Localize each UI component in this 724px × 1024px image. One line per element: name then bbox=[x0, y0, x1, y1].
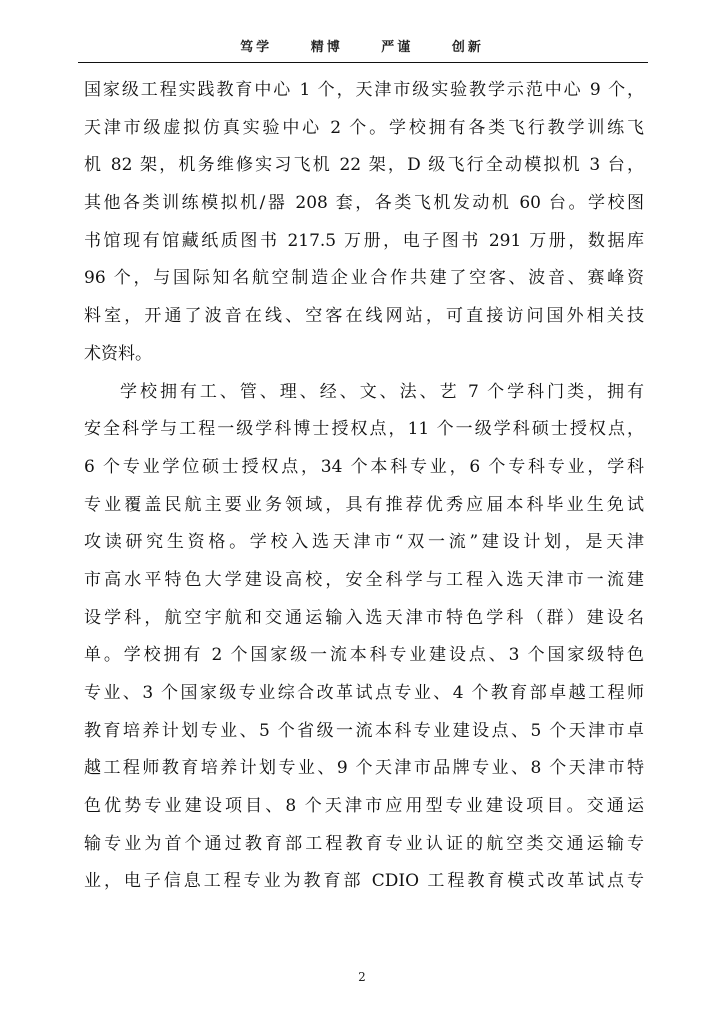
paragraph-line: 96 个，与国际知名航空制造企业合作共建了空客、波音、赛峰资 bbox=[84, 268, 644, 289]
paragraph-line: 攻读研究生资格。学校入选天津市“双一流”建设计划，是天津 bbox=[84, 532, 644, 553]
paragraph-line: 其他各类训练模拟机/器 208 套，各类飞机发动机 60 台。学校图 bbox=[84, 193, 644, 214]
paragraph-line: 天津市级虚拟仿真实验中心 2 个。学校拥有各类飞行教学训练飞 bbox=[84, 117, 644, 138]
paragraph-line: 专业、3 个国家级专业综合改革试点专业、4 个教育部卓越工程师 bbox=[84, 683, 644, 703]
page-number: 2 bbox=[358, 970, 366, 984]
paragraph-line: 安全科学与工程一级学科博士授权点，11 个一级学科硕士授权点， bbox=[84, 419, 644, 440]
paragraph-line: 专业覆盖民航主要业务领域，具有推荐优秀应届本科毕业生免试 bbox=[84, 494, 644, 515]
paragraph-line: 6 个专业学位硕士授权点，34 个本科专业，6 个专科专业，学科 bbox=[84, 456, 644, 477]
paragraph-line: 术资料。 bbox=[84, 343, 152, 364]
header-motto-4: 创新 bbox=[451, 40, 484, 55]
paragraph-line: 书馆现有馆藏纸质图书 217.5 万册，电子图书 291 万册，数据库 bbox=[84, 230, 644, 251]
paragraph-line: 输专业为首个通过教育部工程教育专业认证的航空类交通运输专 bbox=[84, 833, 644, 854]
paragraph-line: 市高水平特色大学建设高校，安全科学与工程入选天津市一流建 bbox=[84, 569, 644, 590]
paragraph-line: 色优势专业建设项目、8 个天津市应用型专业建设项目。交通运 bbox=[84, 796, 644, 817]
page-header bbox=[0, 36, 724, 58]
paragraph-line: 料室，开通了波音在线、空客在线网站，可直接访问国外相关技 bbox=[84, 306, 644, 327]
paragraph-line: 越工程师教育培养计划专业、9 个天津市品牌专业、8 个天津市特 bbox=[84, 758, 644, 779]
paragraph-1 bbox=[84, 72, 644, 374]
paragraph-line: 机 82 架，机务维修实习飞机 22 架，D 级飞行全动模拟机 3 台， bbox=[84, 155, 644, 176]
header-motto-1: 笃学 bbox=[240, 40, 273, 55]
paragraph-line: 设学科，航空宇航和交通运输入选天津市特色学科（群）建设名 bbox=[84, 607, 644, 628]
paragraph-line: 学校拥有工、管、理、经、文、法、艺 7 个学科门类，拥有 bbox=[120, 381, 644, 402]
paragraph-line: 单。学校拥有 2 个国家级一流本科专业建设点、3 个国家级特色 bbox=[84, 645, 644, 666]
header-motto-3: 严谨 bbox=[381, 40, 414, 55]
paragraph-line: 教育培养计划专业、5 个省级一流本科专业建设点、5 个天津市卓 bbox=[84, 720, 644, 741]
paragraph-2 bbox=[84, 374, 644, 902]
header-rule bbox=[78, 62, 648, 63]
document-body bbox=[84, 72, 644, 901]
paragraph-line: 业，电子信息工程专业为教育部 CDIO 工程教育模式改革试点专 bbox=[84, 871, 644, 892]
paragraph-line: 国家级工程实践教育中心 1 个，天津市级实验教学示范中心 9 个， bbox=[84, 80, 644, 100]
header-motto-2: 精博 bbox=[310, 40, 343, 55]
